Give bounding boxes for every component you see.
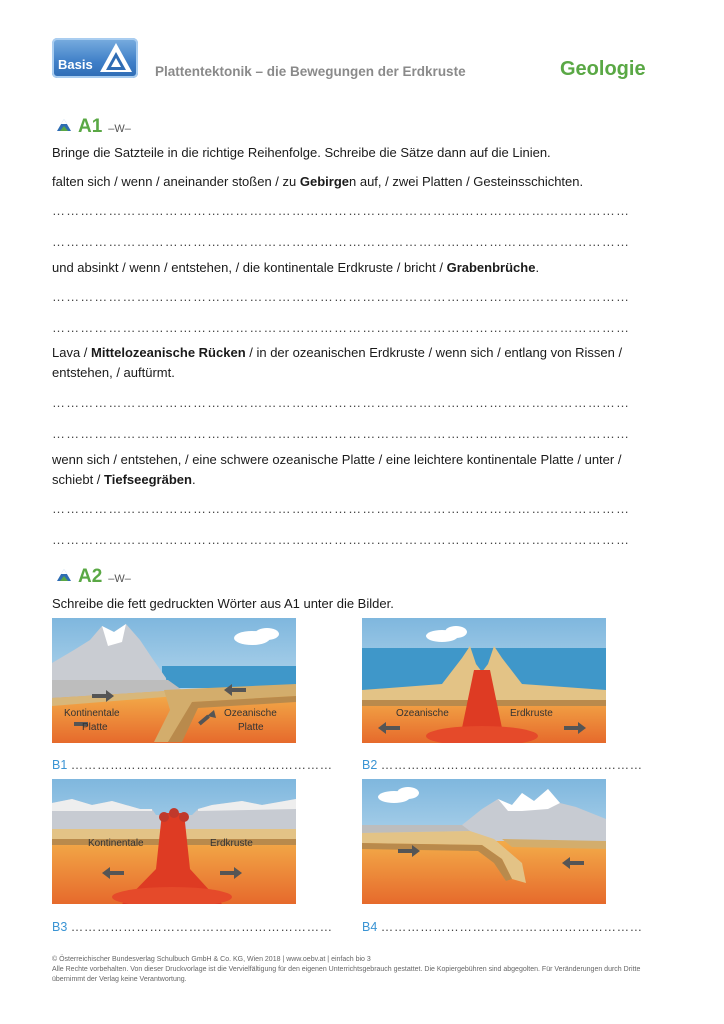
answer-line[interactable]: …………………………………………………………………………………………………………… (52, 395, 631, 410)
illustration-b4 (362, 779, 606, 904)
task-a1-mode: –W– (108, 123, 131, 135)
sentence-4-part: . (191, 472, 196, 487)
task-a1-header (56, 116, 131, 138)
b1-label-platte: Platte (238, 722, 264, 733)
answer-line[interactable]: …………………………………………………………………………………………………………… (52, 289, 631, 304)
caption-b2[interactable] (362, 758, 643, 772)
b2-label-erdkruste: Erdkruste (510, 708, 553, 719)
sentence-2 (52, 258, 672, 278)
illustration-b1 (52, 618, 296, 743)
sentence-3-part: / in der ozeanischen Erdkruste / wenn sich / entlang von Rissen / entstehen, / auftürmt. (52, 345, 623, 380)
keyword-gebirge: Gebirge (299, 174, 349, 189)
task-a1-label: A1 (78, 116, 103, 137)
copyright-footer (52, 955, 672, 985)
sentence-4 (52, 450, 662, 490)
sentence-1-part: falten sich / wenn / aneinander stoßen / zu (52, 174, 300, 189)
answer-line[interactable]: …………………………………………………………………………………………………………… (52, 234, 631, 249)
answer-line[interactable]: …………………………………………………………………………………………………………… (52, 320, 631, 335)
sentence-3 (52, 343, 662, 383)
task-a1-instruction: Bringe die Satzteile in die richtige Reihenfolge. Schreibe die Sätze dann auf die Linien. (52, 145, 551, 160)
task-a2-label: A2 (78, 566, 103, 587)
caption-line[interactable]: …………………………………………………… (380, 758, 643, 772)
caption-b3-id: B3 (52, 920, 68, 934)
caption-b2-id: B2 (362, 758, 378, 772)
keyword-grabenbrueche: Grabenbrüche (446, 260, 536, 275)
answer-line[interactable]: …………………………………………………………………………………………………………… (52, 532, 631, 547)
footer-line-1: © Österreichischer Bundesverlag Schulbuch GmbH & Co. KG, Wien 2018 | www.oebv.at | einfach bio 3 (52, 956, 371, 963)
b1-label-kontinentale: Kontinentale (64, 708, 120, 719)
task-a2-header (56, 566, 131, 588)
mountain-level-icon (56, 568, 72, 582)
sentence-2-part: . (535, 260, 540, 275)
b3-label-kontinentale: Kontinentale (88, 838, 144, 849)
b2-label-ozeanische: Ozeanische (396, 708, 449, 719)
illustration-b3 (52, 779, 296, 904)
caption-b4-id: B4 (362, 920, 378, 934)
subject-label: Geologie (560, 58, 646, 80)
logo-label: Basis (58, 57, 93, 72)
sentence-4-part: wenn sich / entstehen, / eine schwere ozeanische Platte / eine leichtere kontinentale Platte / unter / schiebt / (52, 452, 622, 487)
caption-b4[interactable] (362, 920, 643, 934)
answer-line[interactable]: …………………………………………………………………………………………………………… (52, 501, 631, 516)
caption-line[interactable]: …………………………………………………… (380, 920, 643, 934)
caption-b1-id: B1 (52, 758, 68, 772)
mountain-level-icon (56, 118, 72, 132)
keyword-tiefseegraeben: Tiefseegräben (104, 472, 192, 487)
sentence-1-part: n auf, / zwei Platten / Gesteinsschichten. (349, 174, 584, 189)
answer-line[interactable]: …………………………………………………………………………………………………………… (52, 203, 631, 218)
task-a2-instruction: Schreibe die fett gedruckten Wörter aus A1 unter die Bilder. (52, 596, 394, 611)
caption-b1[interactable] (52, 758, 333, 772)
task-a2-mode: –W– (108, 573, 131, 585)
caption-line[interactable]: …………………………………………………… (70, 758, 333, 772)
b1-label-ozeanische: Ozeanische (224, 708, 277, 719)
footer-line-2: Alle Rechte vorbehalten. Von dieser Druckvorlage ist die Vervielfältigung für den eigenen Unterrichtsgebrauch gestattet. Die Kopiergebühren sind abgegolten. Für Veränderungen durch Dritte übernimmt der Verlag keine Verantwortung. (52, 966, 641, 983)
sentence-1 (52, 172, 672, 192)
worksheet-title: Plattentektonik – die Bewegungen der Erdkruste (155, 64, 466, 79)
caption-line[interactable]: …………………………………………………… (70, 920, 333, 934)
keyword-mittelozeanische-ruecken: Mittelozeanische Rücken (91, 345, 246, 360)
sentence-2-part: und absinkt / wenn / entstehen, / die kontinentale Erdkruste / bricht / (52, 260, 447, 275)
sentence-3-part: Lava / (52, 345, 92, 360)
basis-logo (52, 38, 138, 78)
answer-line[interactable]: …………………………………………………………………………………………………………… (52, 426, 631, 441)
b1-label-platte: Platte (82, 722, 108, 733)
caption-b3[interactable] (52, 920, 333, 934)
b3-label-erdkruste: Erdkruste (210, 838, 253, 849)
pyramid-icon (98, 41, 134, 75)
illustration-b2 (362, 618, 606, 743)
